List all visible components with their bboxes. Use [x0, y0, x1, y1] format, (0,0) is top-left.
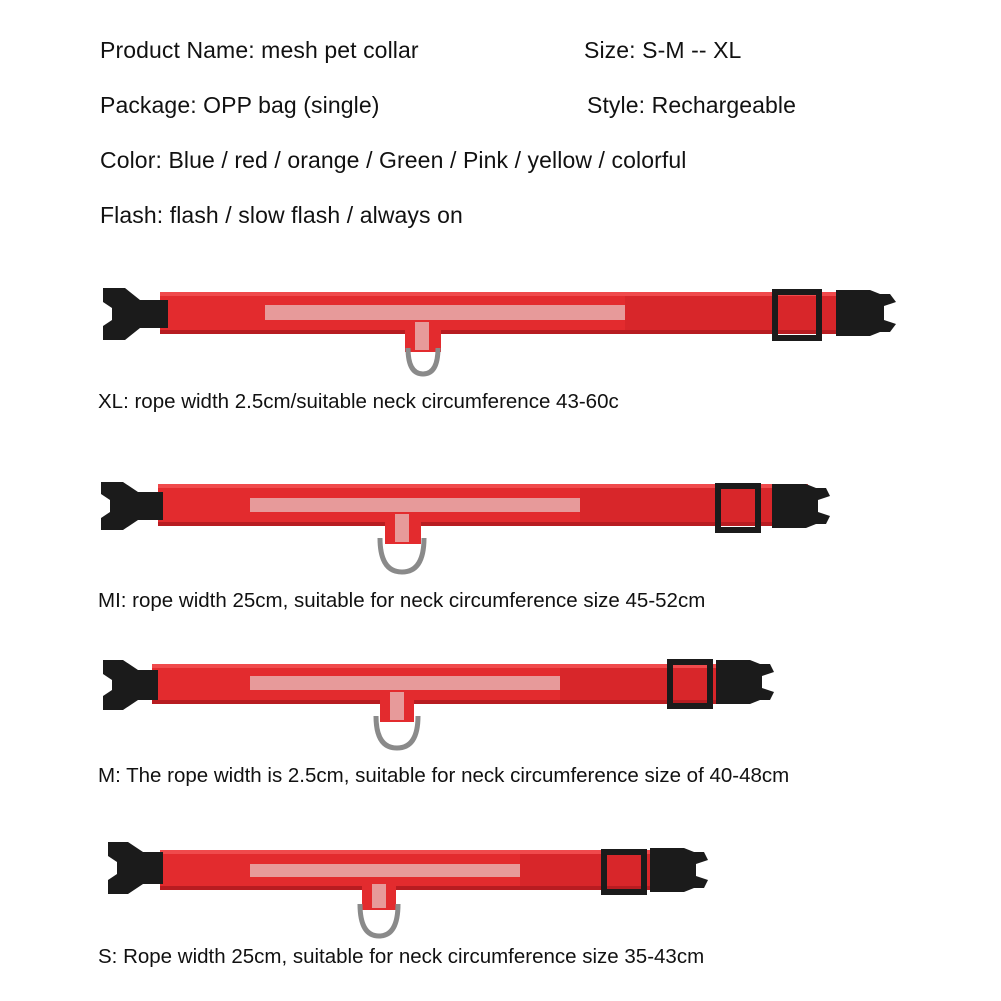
collar-xl-image [0, 280, 1001, 390]
size-text: Size: S-M -- XL [584, 37, 742, 63]
product-name-text: Product Name: mesh pet collar [100, 37, 419, 63]
collar-m-image [0, 652, 1001, 762]
collar-mi-caption: MI: rope width 25cm, suitable for neck circumference size 45-52cm [98, 589, 706, 612]
collar-xl-caption: XL: rope width 2.5cm/suitable neck circumference 43-60c [98, 390, 619, 413]
package-text: Package: OPP bag (single) [100, 92, 380, 118]
collar-mi-image [0, 474, 1001, 584]
flash-text: Flash: flash / slow flash / always on [100, 202, 463, 228]
color-text: Color: Blue / red / orange / Green / Pink / yellow / colorful [100, 147, 687, 173]
collar-m-caption: M: The rope width is 2.5cm, suitable for neck circumference size of 40-48cm [98, 764, 790, 787]
collar-s-caption: S: Rope width 25cm, suitable for neck circumference size 35-43cm [98, 945, 705, 968]
collar-s-image [0, 836, 1001, 946]
style-text: Style: Rechargeable [587, 92, 797, 118]
